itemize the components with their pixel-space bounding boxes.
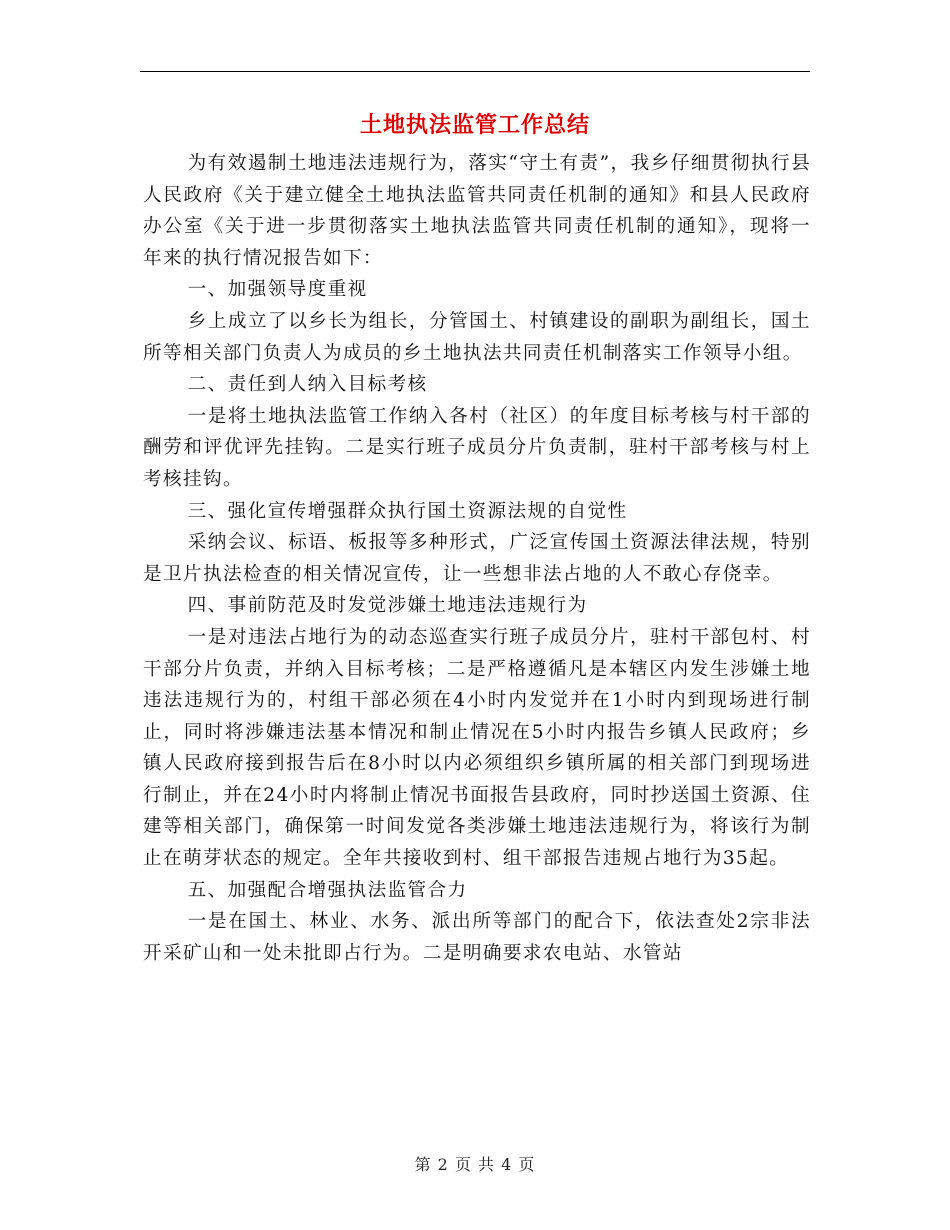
- intro-paragraph: 为有效遏制土地违法违规行为，落实“守土有责”，我乡仔细贯彻执行县人民政府《关于建立健全土地执法监管共同责任机制的通知》和县人民政府办公室《关于进一步贯彻落实土地执法监管共同责任机制的通知》，现将一年来的执行情况报告如下：: [143, 153, 811, 269]
- section-paragraph-2: 一是将土地执法监管工作纳入各村（社区）的年度目标考核与村干部的酬劳和评优评先挂钩。二是实行班子成员分片负责制，驻村干部考核与村上考核挂钩。: [143, 405, 811, 490]
- section-heading-2: 二、责任到人纳入目标考核: [187, 374, 428, 396]
- section-heading-1: 一、加强领导度重视: [187, 279, 368, 301]
- page-number-footer: 第 2 页 共 4 页: [414, 1155, 536, 1174]
- section-paragraph-5: 一是在国土、林业、水务、派出所等部门的配合下，依法查处2宗非法开采矿山和一处未批即占行为。二是明确要求农电站、水管站: [143, 911, 811, 964]
- section-paragraph-3: 采纳会议、标语、板报等多种形式，广泛宣传国土资源法律法规，特别是卫片执法检查的相关情况宣传，让一些想非法占地的人不敢心存侥幸。: [143, 532, 811, 585]
- document-body: [143, 148, 811, 969]
- section-heading-5: 五、加强配合增强执法监管合力: [187, 879, 468, 901]
- document-title: 土地执法监管工作总结: [359, 113, 590, 138]
- section-heading-4: 四、事前防范及时发觉涉嫌土地违法违规行为: [187, 595, 588, 617]
- section-paragraph-4: 一是对违法占地行为的动态巡查实行班子成员分片，驻村干部包村、村干部分片负责，并纳入目标考核；二是严格遵循凡是本辖区内发生涉嫌土地违法违规行为的，村组干部必须在4小时内发觉并在1小时内到现场进行制止，同时将涉嫌违法基本情况和制止情况在5小时内报告乡镇人民政府；乡镇人民政府接到报告后在8小时以内必须组织乡镇所属的相关部门到现场进行制止，并在24小时内将制止情况书面报告县政府，同时抄送国土资源、住建等相关部门，确保第一时间发觉各类涉嫌土地违法违规行为，将该行为制止在萌芽状态的规定。全年共接收到村、组干部报告违规占地行为35起。: [143, 626, 811, 870]
- header-rule: [140, 71, 810, 72]
- section-heading-3: 三、强化宣传增强群众执行国土资源法规的自觉性: [187, 500, 628, 522]
- section-paragraph-1: 乡上成立了以乡长为组长，分管国土、村镇建设的副职为副组长，国土所等相关部门负责人为成员的乡土地执法共同责任机制落实工作领导小组。: [143, 310, 811, 364]
